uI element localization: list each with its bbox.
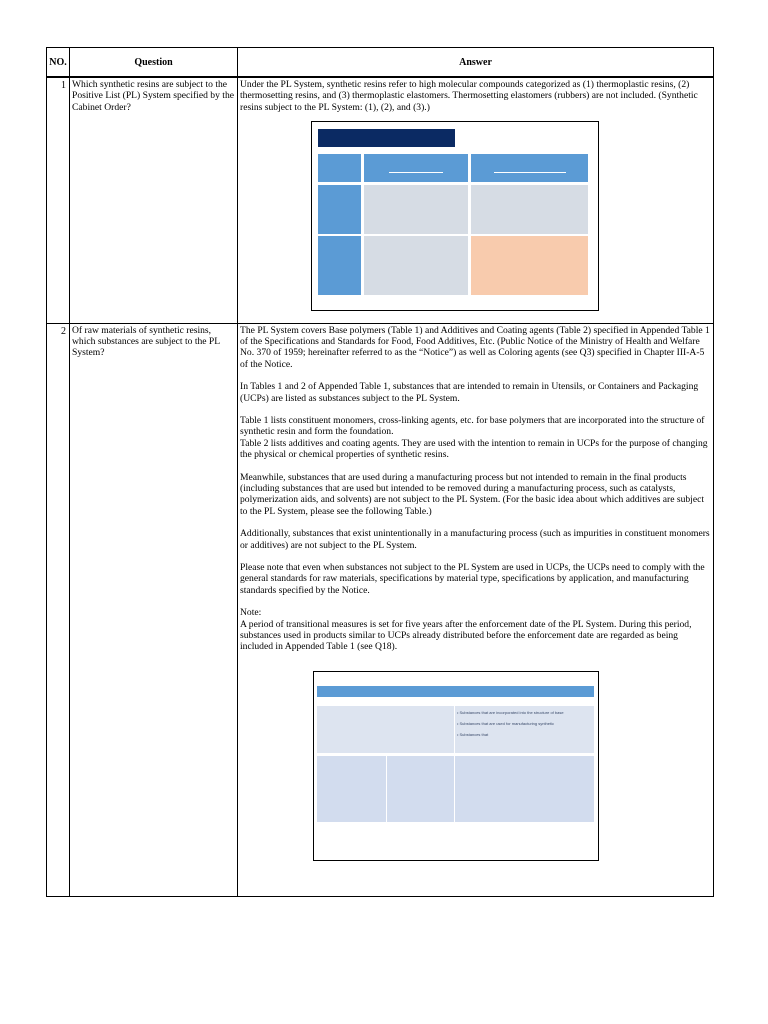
answer-paragraph: Table 1 lists constituent monomers, cross-linking agents, etc. for base polymers that are incorporated into the structure of synthetic resin and form the foundation. xyxy=(240,414,705,438)
figure-highlight-cell xyxy=(471,236,588,295)
answer-cell xyxy=(238,323,714,897)
qa-table xyxy=(46,47,714,897)
note-label: Note: xyxy=(240,607,262,619)
figure-header-cell xyxy=(318,154,361,182)
question-text: Of raw materials of synthetic resins, which substances are subject to the PL System? xyxy=(70,323,238,897)
figure-row-label-cell xyxy=(318,236,361,295)
figure-bullet: • Substances that xyxy=(457,731,489,737)
figure-row-band xyxy=(317,756,594,822)
answer-cell xyxy=(238,77,714,323)
figure-header-cell xyxy=(364,154,468,182)
row-number: 1 xyxy=(47,77,70,323)
table-row xyxy=(47,77,714,323)
table-row xyxy=(47,323,714,897)
figure-body-cell xyxy=(471,185,588,234)
figure-body-cell xyxy=(364,185,468,234)
answer-paragraph: Additionally, substances that exist unintentionally in a manufacturing process (such as impurities in constituent monomers or additives) are not subject to the PL System. xyxy=(240,528,710,551)
answer-paragraph: Meanwhile, substances that are used during a manufacturing process but not intended to remain in the final products (including substances that are used but intended to be removed during a manufacturing process, such as catalysts, polymerization aids, and solvents) are not subject to the PL System. (For the basic idea about which additives are subject to the PL System, please see the following Table.) xyxy=(240,471,705,517)
answer-paragraph: A period of transitional measures is set for five years after the enforcement date of the PL System. During this period, substances used in products similar to UCPs already distributed before the enforcement date are regarded as being included in Appended Table 1 (see Q18). xyxy=(240,618,692,653)
figure-title-bar xyxy=(318,129,455,147)
figure-header-bar xyxy=(317,686,594,697)
question-text: Which synthetic resins are subject to the Positive List (PL) System specified by the Cabinet Order? xyxy=(70,77,238,323)
figure-header-line xyxy=(494,172,566,173)
figure-row-label-cell xyxy=(318,185,361,234)
answer-paragraph: The PL System covers Base polymers (Table 1) and Additives and Coating agents (Table 2) specified in Appended Table 1 of the Specifications and Standards for Food, Food Additives, Etc. (Public Notice of the Ministry of Health and Welfare No. 370 of 1959; hereinafter referred to as the “Notice”) as well as Coloring agents (see Q3) specified in Chapter III-A-5 of the Notice. xyxy=(240,324,710,370)
figure-header-cell xyxy=(471,154,588,182)
resin-classification-figure xyxy=(311,121,599,311)
figure-bullet-list xyxy=(457,710,595,743)
additives-scope-figure xyxy=(313,671,599,861)
header-answer: Answer xyxy=(238,48,714,78)
figure-body-cell xyxy=(364,236,468,295)
figure-divider xyxy=(386,756,387,822)
figure-bullet: • Substances that are used for manufacturing synthetic xyxy=(457,720,555,726)
figure-divider xyxy=(454,698,455,822)
answer-paragraph: Under the PL System, synthetic resins refer to high molecular compounds categorized as (1) thermoplastic resins, (2) thermosetting resins, and (3) thermoplastic elastomers. Thermosetting elastomers (rubbers) are not included. (Synthetic resins subject to the PL System: (1), (2), and (3).) xyxy=(240,79,698,113)
answer-paragraph: Table 2 lists additives and coating agents. They are used with the intention to remain in UCPs for the purpose of changing the physical or chemical properties of synthetic resins. xyxy=(240,437,708,461)
table-header-row xyxy=(47,48,714,78)
figure-bullet: • Substances that are incorporated into the structure of base xyxy=(457,709,564,715)
row-number: 2 xyxy=(47,323,70,897)
header-question: Question xyxy=(70,48,238,78)
figure-header-line xyxy=(389,172,443,173)
header-no: NO. xyxy=(47,48,70,78)
answer-paragraph: Please note that even when substances not subject to the PL System are used in UCPs, the UCPs need to comply with the general standards for raw materials, specifications by material type, specifications by application, and manufacturing standards specified by the Notice. xyxy=(240,562,705,596)
answer-paragraph: In Tables 1 and 2 of Appended Table 1, substances that are intended to remain in Utensils, or Containers and Packaging (UCPs) are listed as substances subject to the PL System. xyxy=(240,381,699,404)
